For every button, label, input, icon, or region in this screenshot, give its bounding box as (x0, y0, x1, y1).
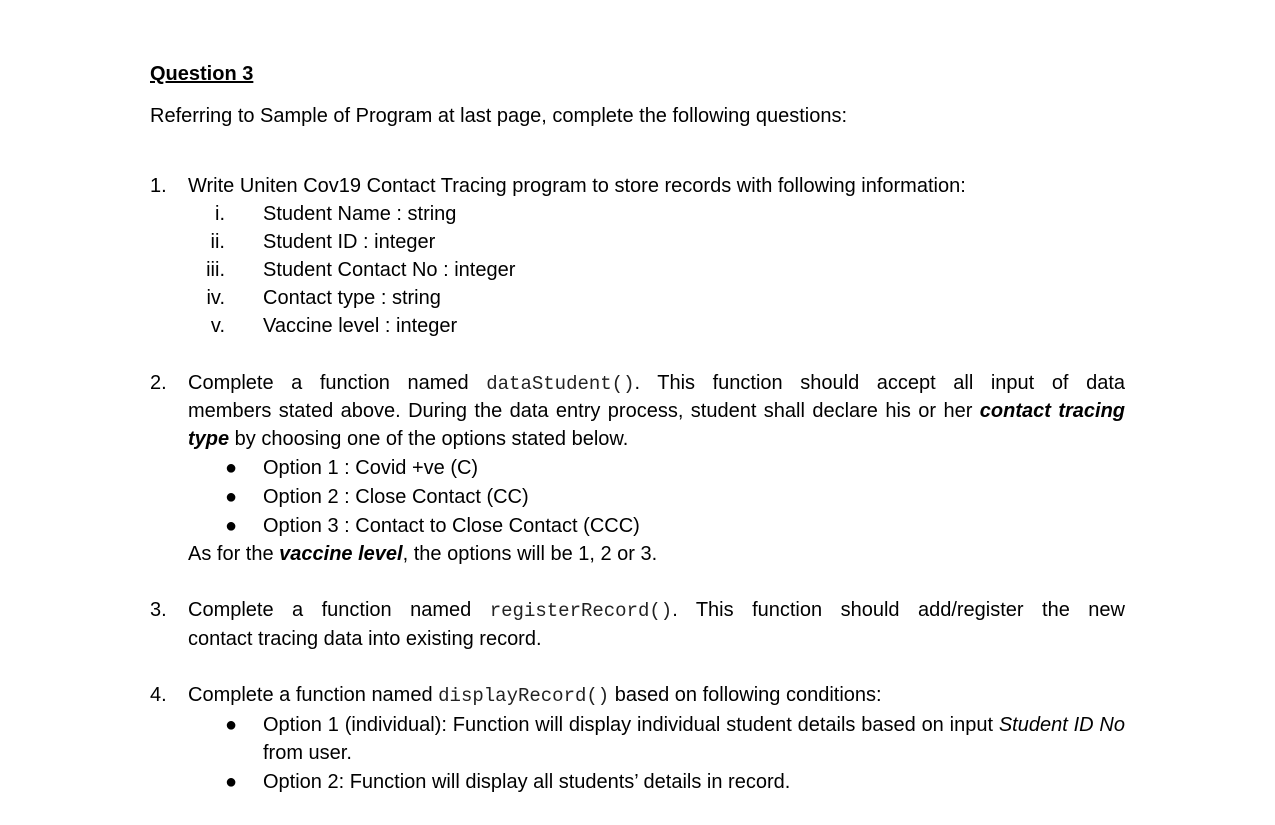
q1-item-text: Vaccine level : integer (263, 315, 458, 337)
q1-item-marker: i. (215, 203, 225, 225)
q1-text: Write Uniten Cov19 Contact Tracing program to store records with following information: (188, 175, 966, 197)
q2-option: Option 3 : Contact to Close Contact (CCC) (263, 515, 640, 537)
intro-text: Referring to Sample of Program at last page, complete the following questions: (150, 105, 848, 127)
q3-function-name: registerRecord() (489, 600, 673, 622)
q2-function-name: dataStudent() (486, 373, 635, 395)
q2-line-3-post: by choosing one of the options stated below. (229, 428, 629, 450)
q2-line-4-pre: As for the (188, 543, 280, 565)
bullet-icon: ● (225, 515, 238, 537)
q1-item-marker: ii. (210, 231, 225, 253)
q3-line-1-post: . This function should add/register the new (672, 599, 1125, 621)
q1-item-marker: iv. (206, 287, 225, 309)
q2-line-4-post: , the options will be 1, 2 or 3. (402, 543, 658, 565)
q4-line-1 (188, 681, 882, 710)
q1-item-text: Student ID : integer (263, 231, 436, 253)
q4-option-1-post: from user. (263, 742, 352, 764)
bullet-icon: ● (225, 771, 238, 793)
q3-line-1-pre: Complete a function named (188, 599, 490, 621)
q2-line-1-post: . This function should accept all input of data (634, 372, 1125, 394)
bullet-icon: ● (225, 486, 238, 508)
q4-option-1 (263, 711, 1125, 767)
q2-line-1-pre: Complete a function named (188, 372, 487, 394)
q2-line-1 (188, 369, 1125, 398)
bullet-icon: ● (225, 714, 238, 736)
question-title: Question 3 (150, 63, 254, 85)
q2-line-3-emphasis: type (188, 428, 230, 450)
q2-option: Option 2 : Close Contact (CC) (263, 486, 529, 508)
q2-line-4-emphasis: vaccine level (279, 543, 403, 565)
q1-item-marker: v. (210, 315, 225, 337)
q4-number: 4. (150, 684, 167, 706)
q2-line-2-pre: members stated above. During the data entry process, student shall declare his or her (188, 400, 980, 422)
q2-line-4 (188, 540, 657, 568)
q2-option: Option 1 : Covid +ve (C) (263, 457, 479, 479)
q1-number: 1. (150, 175, 167, 197)
q4-option-1-pre: Option 1 (individual): Function will display individual student details based on input (263, 714, 999, 736)
q4-line-1-pre: Complete a function named (188, 684, 439, 706)
q4-option-1-italic-a: Student (998, 714, 1068, 736)
q1-item-text: Student Contact No : integer (263, 259, 516, 281)
q1-item-marker: iii. (206, 259, 225, 281)
q2-line-3 (188, 425, 628, 453)
q1-item-text: Student Name : string (263, 203, 457, 225)
q4-option-1-italic-b: ID No (1073, 714, 1125, 736)
q4-function-name: displayRecord() (438, 685, 610, 707)
q2-line-2-emphasis: contact tracing (979, 400, 1126, 422)
q3-line-2: contact tracing data into existing record. (188, 628, 542, 650)
q3-line-1 (188, 596, 1125, 625)
q4-line-1-post: based on following conditions: (609, 684, 882, 706)
q2-line-2 (188, 397, 1125, 425)
bullet-icon: ● (225, 457, 238, 479)
q3-number: 3. (150, 599, 167, 621)
q2-number: 2. (150, 372, 167, 394)
q1-item-text: Contact type : string (263, 287, 441, 309)
q4-option-2: Option 2: Function will display all students’ details in record. (263, 771, 791, 793)
